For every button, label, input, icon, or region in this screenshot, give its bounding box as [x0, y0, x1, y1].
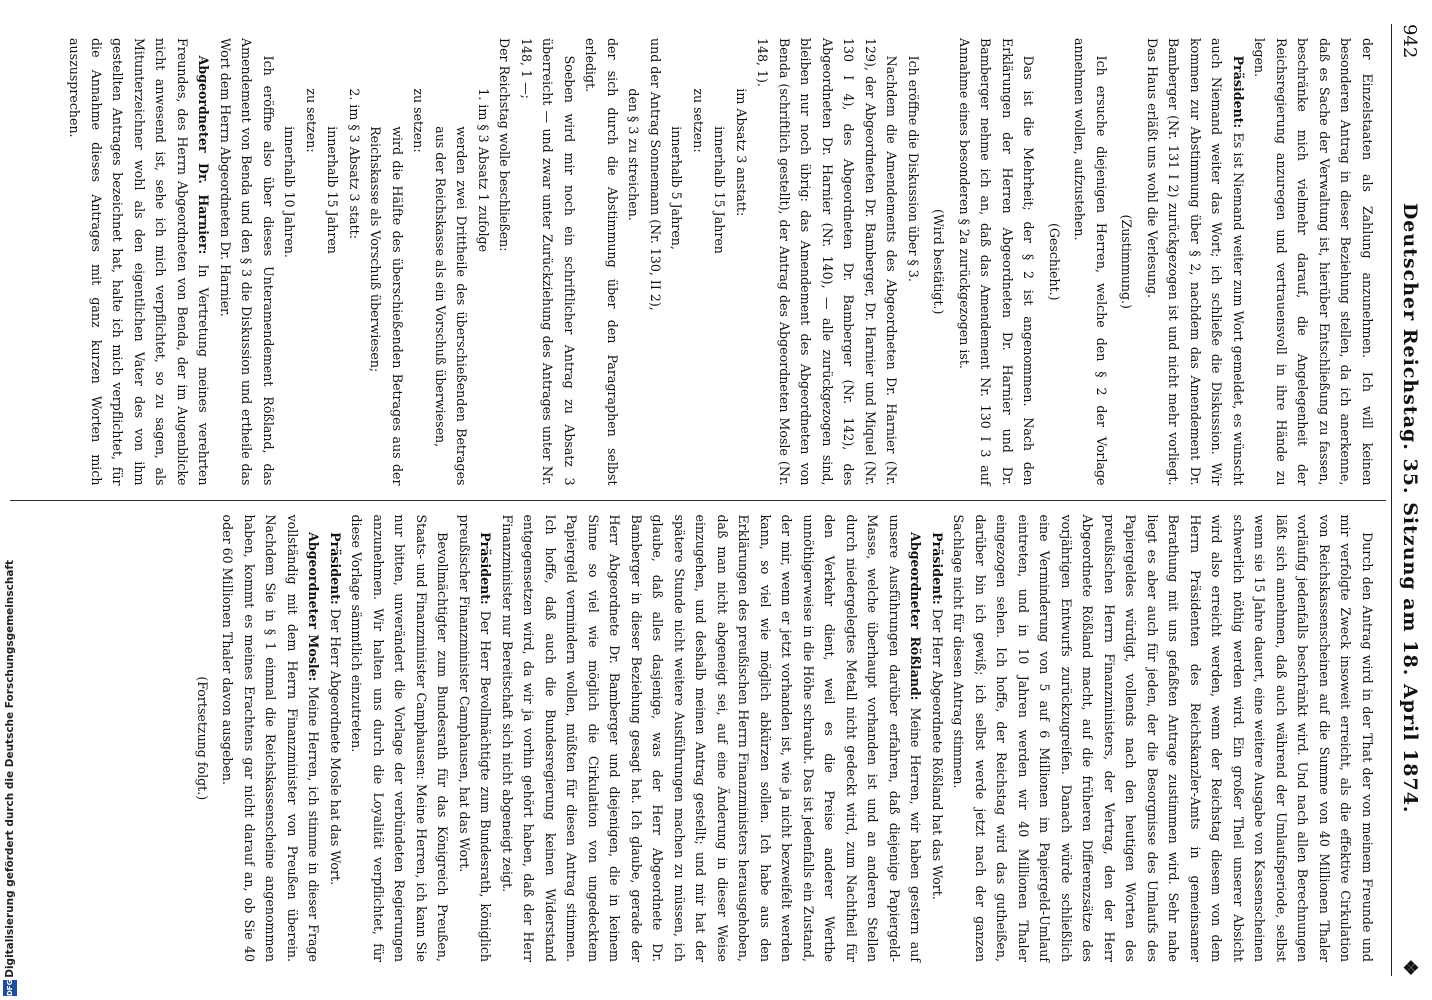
parliamentary-note: (Zustimmung.)	[1119, 214, 1135, 309]
parliamentary-note: (Fortsetzung folgt.)	[195, 676, 210, 801]
page-header	[1391, 24, 1428, 976]
parliamentary-note: (Geschieht.)	[1047, 222, 1062, 301]
paragraph: Ich ersuche diejenigen Herren, welche den § 2 der Vorlage annehmen wollen, aufzustehen.	[1072, 38, 1109, 486]
speech-text: Meine Herren, wir haben gestern auf unsere Ausführungen darüber erfahren, daß diejenige Papiergeld-Masse, welche überhaupt vorhanden ist und an anderen Stellen durch niedergelegtes Metall nicht gedeckt wird, zum Nachtheil für den Verkehr dient, weil es die Preise anderer Werthe unnöthigerweise in die Höhe schraubt. Das ist jedenfalls ein Zustand, der mir, wenn er jetzt vorhanden ist, wie ja nicht bezweifelt werden kann, so viel wie möglich abkürzen sollen. Ich habe aus den Erklärungen des preußischen Herrn Finanzministers herausgehoben, daß man nicht abgeneigt sei, auf eine Änderung in dieser Weise einzugehen, und deshalb meinen Antrag gestellt; und mir hat der spätere Stunde nicht weitere Ausführungen machen zu müssen, ich glaube, daß alles dasjenige, was der Herr Abgeordnete Dr. Bamberger in dieser Beziehung gesagt hat. Ich glaube, gerade der Herr Abgeordnete Dr. Bamberger und diejenigen, die in keinem Sinne so viel wie möglich die Cirkulation von ungedecktem Papiergeld vermindern wollen, müßten für diesen Antrag stimmen. Ich hoffe, daß auch die Bundesregierung keinen Widerstand entgegensetzen wird, da wir ja vorhin gehört haben, daß der Herr Finanzminister nur Bereitschaft sich nicht abgeneigt zeigt.	[500, 514, 924, 962]
text-columns	[10, 24, 1386, 976]
speaker-name: Präsident:	[930, 532, 945, 605]
paragraph	[325, 515, 347, 963]
speech-text: Meine Herren, ich stimme in dieser Frage vollständig mit dem Herrn Finanzminister von Preußen überein. Nachdem Sie in § 1 einmal die Reichskassenscheine angenommen haben, kommt es meines Erachtens gar nicht darauf an, ob Sie 40 oder 60 Millionen Thaler davon ausgeben.	[220, 514, 322, 962]
paragraph: 1. im § 3 Absatz 1 zufolge	[476, 88, 491, 253]
speech-text: Der Herr Bevollmächtigte zum Bundesrath, königlich preußischer Finanzminister Camphausen, hat das Wort.	[457, 514, 494, 962]
right-column	[10, 500, 1386, 977]
paragraph: Durch den Antrag wird in der That der von meinem Freunde und mir verfolgte Zweck insoweit erreicht, als die effektive Cirkulation von Reichskassenscheinen auf die Summe von 40 Millionen Thaler vorläufig jedenfalls beschränkt wird. Und nach allen Berechnungen läßt sich annehmen, daß auch während der Umlaufsperiode, selbst wenn sie 15 Jahre dauert, eine weitere Ausgabe von Kassenscheinen schwerlich nöthig werden wird. Ein großer Theil unserer Absicht wird also erreicht werden, wenn der Reichstag diesem von dem Herrn Präsidenten des Reichskanzler-Amts in gemeinsamer Berathung mit uns gefaßten Antrage zustimmen wird. Sehr nahe liegt es aber auch für jeden, der die Besorgnisse des Umlaufs des Papiergeldes würdigt, vollends nach den heutigen Worten des preußischen Herrn Finanzministers, der Vertrag, den der Herr Abgeordnete Rößland macht, auf die früheren Differenzsätze des vorjährigen Entwurfs zurückzugreifen. Danach würde schließlich eine Verminderung von 5 auf 6 Millionen im Papiergeld-Umlauf eintreten, und in 10 Jahren werden wir 40 Millionen Thaler eingezogen sehen. Ich hoffe, der Reichstag wird das gutheißen, darüber bin ich gewiß; ich selbst werde jetzt nach der ganzen Sachlage nicht für diesen Antrag stimmen.	[951, 514, 1375, 962]
paragraph: 2. im § 3 Absatz 3 statt:	[347, 88, 362, 239]
paragraph: der Einzelstaaten als Zahlung anzunehmen. Ich will keinen besonderen Antrag in dieser Beziehung stellen, da ich anerkenne, daß es Sache der Verwaltung ist, hierüber Entschließung zu fassen, beschränke mich vielmehr darauf, die Angelegenheit der Reichsregierung anzuregen und vertrauensvoll in ihre Hände zu legen.	[1252, 38, 1375, 486]
paragraph: innerhalb 15 Jahren	[325, 126, 341, 254]
paragraph: Nachdem die Amendements des Abgeordneten Dr. Harnier (Nr. 129), der Abgeordneten Dr. Bamberger, Dr. Harnier und Miquel (Nr. 130 I 4), des Abgeordneten Dr. Bamberger (Nr. 142), des Abgeordneten Dr. Harnier (Nr. 140), — alle zurückgezogen sind, bleiben nur noch übrig: das Amendement des Abgeordneten von Benda (schriftlich gestellt), der Antrag des Abgeordneten Mosle (Nr. 148, 1).	[755, 38, 900, 486]
paragraph	[217, 515, 325, 963]
paragraph: innerhalb 10 Jahren.	[282, 126, 298, 258]
paragraph	[64, 38, 215, 486]
paragraph: innerhalb 5 Jahren,	[669, 126, 685, 250]
parliamentary-note: (Wird bestätigt.)	[931, 209, 947, 315]
paragraph	[497, 515, 927, 963]
dfg-logo: DFG	[3, 980, 17, 996]
paragraph: Das ist die Mehrheit; der § 2 ist angenommen. Nach den Erklärungen der Herren Abgeordneten Dr. Harnier und Dr. Bamberger nehme ich an, daß das Amendement Nr. 130 I 3 auf Annahme eines besonderen § 2a zurückgezogen ist.	[957, 38, 1037, 486]
paragraph: werden zwei Drittheile des überschießenden Betrages aus der Reichskasse als ein Vorschuß überwiesen,	[433, 126, 470, 486]
credit-text: Digitalisierung gefördert durch die Deutsche Forschungsgemeinschaft	[4, 560, 16, 978]
digitization-credit	[0, 0, 20, 1000]
speaker-name: Präsident:	[478, 532, 494, 605]
paragraph: der sich durch die Abstimmung über den Paragraphen selbst erledigt.	[583, 38, 620, 486]
paragraph: Bevollmächtigter zum Bundesrath für das Königreich Preußen, Staats- und Finanzminister Camphausen: Meine Herren, ich kann Sie nur bitten, unverändert die Vorlage der verbündeten Regierungen anzunehmen. Wir halten uns durch die Loyalität verpflichtet, für diese Vorlage sämmtlich einzutreten.	[349, 514, 451, 962]
paragraph: Ich eröffne also über dieses Unteramendement Rößland, das Amendement von Benda und den § 3 die Diskussion und ertheile das Wort dem Herrn Abgeordneten Dr. Harnier.	[218, 38, 276, 486]
speaker-name: Abgeordneter Mosle:	[306, 532, 322, 682]
paragraph: zu setzen:	[411, 88, 427, 153]
speaker-name: Präsident:	[1231, 55, 1246, 129]
paragraph: im Absatz 3 anstatt:	[734, 88, 749, 217]
paragraph	[927, 515, 949, 963]
paragraph: zu setzen:	[691, 88, 706, 153]
paragraph	[1142, 38, 1250, 486]
paragraph: und der Antrag Sonnemann (Nr. 130, II 2),	[648, 38, 663, 311]
paragraph: innerhalb 15 Jahren	[712, 126, 728, 254]
speaker-name: Abgeordneter Dr. Harnier:	[196, 55, 212, 255]
ornament-icon: ❖	[1399, 958, 1421, 976]
paragraph	[454, 515, 497, 963]
speech-text: Es ist Niemand weiter zum Wort gemeldet, es wünscht auch Niemand weiter das Wort; ich schließe die Diskussion. Wir kommen zur Abstimmung über § 2, nachdem das Amendement Dr. Bamberger (Nr. 131 I 2) zurückgezogen ist und nicht mehr vorliegt. Das Haus erläßt uns wohl die Verlesung.	[1145, 38, 1246, 486]
speaker-name: Präsident:	[328, 532, 343, 605]
paragraph: zu setzen:	[304, 88, 319, 153]
speech-text: Der Herr Abgeordnete Mosle hat das Wort.	[328, 604, 343, 886]
page-title: Deutscher Reichstag. 35. Sitzung am 18. April 1874.	[1399, 202, 1421, 814]
paragraph: den § 3 zu streichen.	[626, 88, 642, 221]
paragraph: Der Reichstag wolle beschließen:	[497, 38, 513, 252]
left-column	[10, 24, 1386, 500]
speech-text: Der Herr Abgeordnete Rößland hat das Wort.	[930, 604, 945, 900]
paragraph: wird die Hälfte des überschießenden Betrages aus der Reichskasse als Vorschuß überwiesen;	[368, 126, 405, 486]
page-number: 942	[1399, 24, 1421, 59]
paragraph: Ich eröffne die Diskussion über § 3.	[906, 55, 921, 282]
speech-text: In Vertretung meines verehrten Freundes, des Herrn Abgeordneten von Benda, der im Augenblicke nicht anwesend ist, sehe ich mich verpflichtet, so zu sagen, als Mitunterzeichner wohl als den eigentlichen Vater des von ihm gestellten Antrages bezeichnet hat, halte ich mich verpflichtet, für die Annahme dieses Antrages mit ganz kurzen Worten mich auszusprechen.	[67, 38, 212, 486]
speaker-name: Abgeordneter Rößland:	[908, 532, 924, 701]
paragraph: Soeben wird mir noch ein schriftlicher Antrag zu Absatz 3 überreicht — und zwar unter Zurückziehung des Antrages unter Nr. 148, 1 —;	[519, 38, 577, 486]
